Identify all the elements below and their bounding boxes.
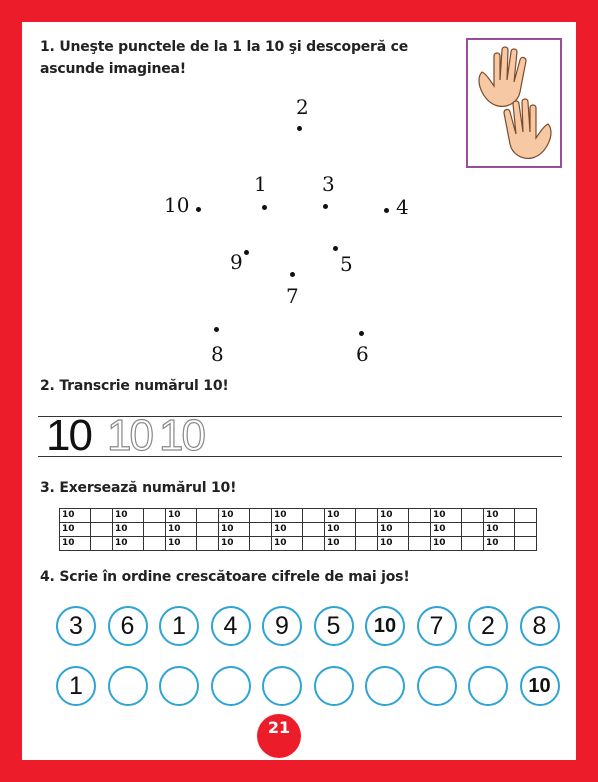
grid-cell-empty[interactable] [409,537,431,551]
grid-cell-empty[interactable] [515,509,537,523]
digit-circle: 4 [211,606,251,646]
grid-cell-empty[interactable] [91,523,113,537]
grid-cell-empty[interactable] [356,509,378,523]
grid-cell-number: 10 [378,523,409,537]
grid-cell-number: 10 [219,523,250,537]
grid-cell-empty[interactable] [197,537,219,551]
grid-cell-empty[interactable] [356,523,378,537]
traced-number-1: 10 [107,411,152,460]
grid-cell-empty[interactable] [144,523,166,537]
grid-cell-empty[interactable] [91,537,113,551]
dot-label-7: 7 [286,284,299,308]
grid-cell-number: 10 [325,523,356,537]
answer-circle[interactable] [468,666,508,706]
grid-cell-empty[interactable] [515,537,537,551]
digit-circle: 9 [262,606,302,646]
dot-label-5: 5 [340,252,353,276]
grid-cell-number: 10 [113,537,144,551]
traced-number-2: 10 [159,411,204,460]
answer-circle[interactable] [262,666,302,706]
grid-cell-number: 10 [166,509,197,523]
grid-cell-empty[interactable] [250,509,272,523]
grid-cell-number: 10 [484,523,515,537]
dot-5 [333,246,338,251]
answer-circle[interactable] [108,666,148,706]
grid-cell-number: 10 [166,523,197,537]
grid-row [60,537,537,551]
answer-circle[interactable] [417,666,457,706]
grid-cell-empty[interactable] [303,537,325,551]
grid-cell-empty[interactable] [303,523,325,537]
dot-10 [196,207,201,212]
grid-cell-empty[interactable] [356,537,378,551]
dot-3 [323,204,328,209]
grid-cell-number: 10 [325,537,356,551]
digit-circle: 1 [159,606,199,646]
solid-number: 10 [46,411,91,460]
grid-cell-number: 10 [272,509,303,523]
grid-cell-empty[interactable] [197,509,219,523]
grid-cell-empty[interactable] [515,523,537,537]
grid-cell-number: 10 [378,537,409,551]
grid-cell-number: 10 [113,509,144,523]
dot-2 [297,126,302,131]
grid-cell-empty[interactable] [250,537,272,551]
answer-circle[interactable] [314,666,354,706]
digit-circle: 7 [417,606,457,646]
digit-circle: 10 [365,606,405,646]
grid-cell-number: 10 [272,537,303,551]
grid-cell-number: 10 [60,537,91,551]
dot-6 [359,331,364,336]
grid-cell-empty[interactable] [409,523,431,537]
answer-circle: 1 [56,666,96,706]
exercise-2-title: 2. Transcrie numărul 10! [40,378,229,394]
grid-cell-number: 10 [219,509,250,523]
digit-circle: 3 [56,606,96,646]
grid-cell-number: 10 [431,537,462,551]
grid-cell-empty[interactable] [462,523,484,537]
dot-label-1: 1 [254,172,267,196]
grid-cell-empty[interactable] [462,509,484,523]
digit-circle: 8 [520,606,560,646]
dot-label-4: 4 [396,195,409,219]
grid-cell-number: 10 [166,537,197,551]
grid-cell-number: 10 [378,509,409,523]
answer-circle: 10 [520,666,560,706]
dot-1 [262,205,267,210]
hands-icon [468,40,560,166]
worksheet-page [22,22,576,760]
grid-cell-number: 10 [272,523,303,537]
grid-cell-number: 10 [431,509,462,523]
digit-circle: 2 [468,606,508,646]
dot-label-6: 6 [356,342,369,366]
grid-cell-empty[interactable] [197,523,219,537]
dot-label-10: 10 [164,193,190,217]
grid-cell-number: 10 [484,509,515,523]
practice-grid [59,508,537,551]
grid-cell-empty[interactable] [462,537,484,551]
grid-cell-number: 10 [60,523,91,537]
exercise-4-title: 4. Scrie în ordine crescătoare cifrele de mai jos! [40,569,410,585]
grid-cell-number: 10 [431,523,462,537]
hands-image-frame [466,38,562,168]
grid-cell-number: 10 [60,509,91,523]
grid-row [60,523,537,537]
digit-circle: 6 [108,606,148,646]
grid-cell-number: 10 [219,537,250,551]
grid-cell-number: 10 [113,523,144,537]
grid-cell-empty[interactable] [303,509,325,523]
answer-circle[interactable] [159,666,199,706]
exercise-3-title: 3. Exersează numărul 10! [40,480,237,496]
digit-circle: 5 [314,606,354,646]
grid-cell-empty[interactable] [409,509,431,523]
grid-cell-number: 10 [325,509,356,523]
dot-8 [214,327,219,332]
grid-cell-empty[interactable] [91,509,113,523]
grid-cell-number: 10 [484,537,515,551]
grid-cell-empty[interactable] [144,537,166,551]
grid-cell-empty[interactable] [144,509,166,523]
grid-cell-empty[interactable] [250,523,272,537]
answer-circle[interactable] [365,666,405,706]
dot-label-9: 9 [230,250,243,274]
answer-circle[interactable] [211,666,251,706]
exercise-1-title: 1. Uneşte punctele de la 1 la 10 şi descoperă ce ascunde imaginea! [40,39,409,77]
dot-label-3: 3 [322,172,335,196]
dot-7 [290,272,295,277]
dot-4 [384,208,389,213]
dot-label-2: 2 [296,95,309,119]
dot-9 [244,250,249,255]
page-number: 21 [257,714,301,758]
dot-label-8: 8 [211,342,224,366]
grid-row [60,509,537,523]
